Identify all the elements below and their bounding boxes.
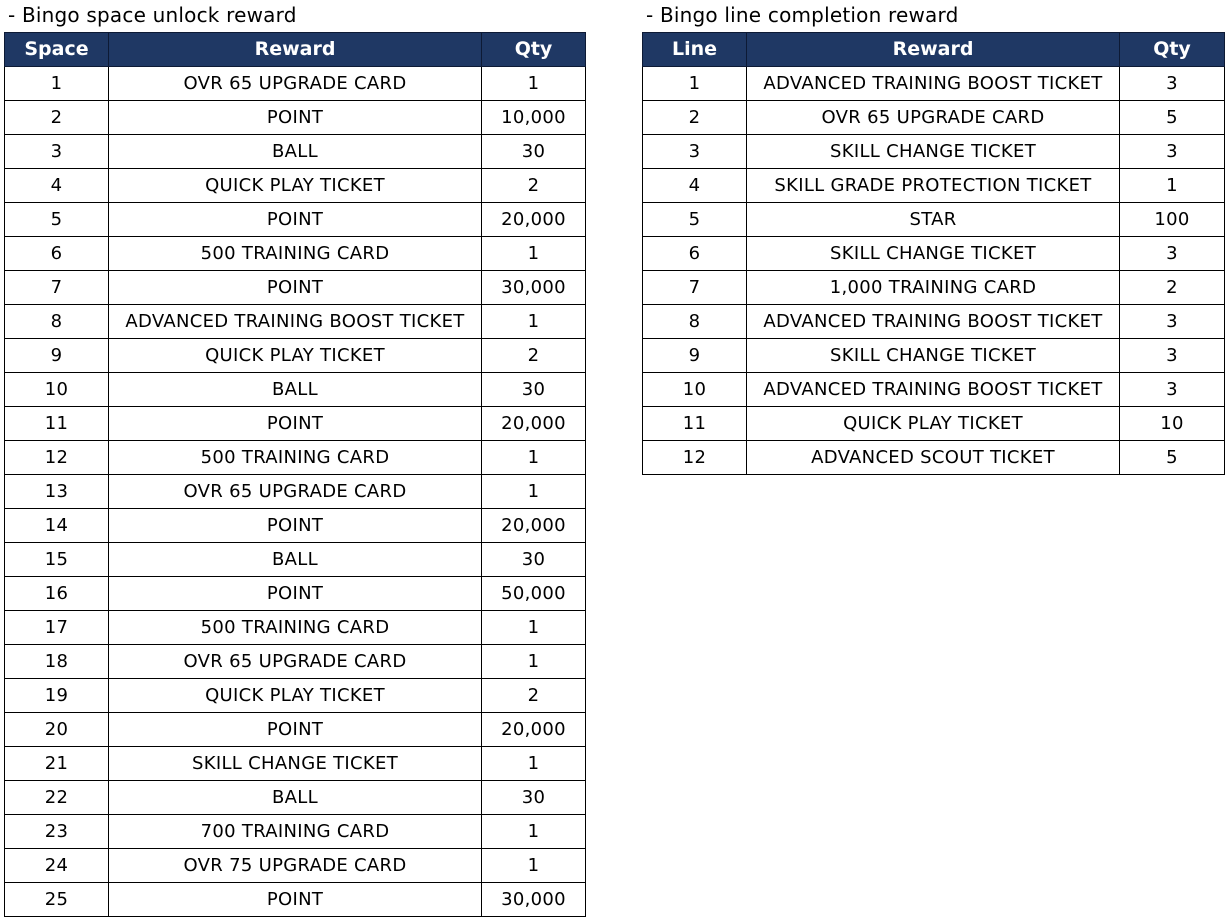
qty-cell: 30 — [482, 781, 586, 815]
qty-cell: 1 — [1120, 169, 1225, 203]
qty-cell: 10 — [1120, 407, 1225, 441]
space-table-body — [5, 67, 586, 917]
row-number-cell: 6 — [643, 237, 747, 271]
space-reward-title: - Bingo space unlock reward — [8, 3, 297, 27]
space-reward-row — [5, 169, 586, 203]
space-reward-row — [5, 849, 586, 883]
line-reward-row — [643, 101, 1225, 135]
reward-cell: ADVANCED SCOUT TICKET — [747, 441, 1120, 475]
reward-cell: 1,000 TRAINING CARD — [747, 271, 1120, 305]
space-reward-row — [5, 237, 586, 271]
space-reward-row — [5, 781, 586, 815]
qty-cell: 1 — [482, 305, 586, 339]
row-number-cell: 1 — [643, 67, 747, 101]
row-number-cell: 21 — [5, 747, 109, 781]
line-reward-row — [643, 67, 1225, 101]
line-reward-row — [643, 203, 1225, 237]
qty-cell: 1 — [482, 611, 586, 645]
reward-cell: QUICK PLAY TICKET — [747, 407, 1120, 441]
qty-cell: 3 — [1120, 373, 1225, 407]
row-number-cell: 2 — [643, 101, 747, 135]
qty-cell: 30 — [482, 373, 586, 407]
reward-cell: BALL — [109, 543, 482, 577]
line-reward-row — [643, 339, 1225, 373]
row-number-cell: 8 — [643, 305, 747, 339]
qty-cell: 30 — [482, 543, 586, 577]
reward-cell: 500 TRAINING CARD — [109, 611, 482, 645]
space-reward-row — [5, 577, 586, 611]
space-reward-row — [5, 203, 586, 237]
reward-cell: ADVANCED TRAINING BOOST TICKET — [747, 373, 1120, 407]
reward-cell: ADVANCED TRAINING BOOST TICKET — [747, 67, 1120, 101]
reward-cell: ADVANCED TRAINING BOOST TICKET — [747, 305, 1120, 339]
reward-column-header: Reward — [109, 33, 482, 67]
row-number-cell: 20 — [5, 713, 109, 747]
space-reward-row — [5, 305, 586, 339]
row-number-cell: 10 — [5, 373, 109, 407]
row-number-cell: 18 — [5, 645, 109, 679]
reward-cell: OVR 65 UPGRADE CARD — [109, 67, 482, 101]
row-number-cell: 7 — [643, 271, 747, 305]
reward-cell: 700 TRAINING CARD — [109, 815, 482, 849]
row-number-cell: 6 — [5, 237, 109, 271]
row-number-cell: 23 — [5, 815, 109, 849]
reward-cell: ADVANCED TRAINING BOOST TICKET — [109, 305, 482, 339]
reward-cell: SKILL CHANGE TICKET — [109, 747, 482, 781]
row-number-cell: 11 — [5, 407, 109, 441]
line-table-body — [643, 67, 1225, 475]
row-number-cell: 4 — [643, 169, 747, 203]
row-number-cell: 12 — [5, 441, 109, 475]
qty-cell: 20,000 — [482, 509, 586, 543]
space-reward-row — [5, 713, 586, 747]
row-number-cell: 22 — [5, 781, 109, 815]
qty-cell: 3 — [1120, 339, 1225, 373]
qty-cell: 1 — [482, 441, 586, 475]
space-reward-row — [5, 271, 586, 305]
reward-cell: POINT — [109, 883, 482, 917]
line-table-header-row — [643, 33, 1225, 67]
row-number-cell: 16 — [5, 577, 109, 611]
space-reward-row — [5, 883, 586, 917]
qty-cell: 5 — [1120, 101, 1225, 135]
qty-cell: 5 — [1120, 441, 1225, 475]
line-reward-row — [643, 237, 1225, 271]
line-reward-row — [643, 135, 1225, 169]
line-reward-row — [643, 169, 1225, 203]
qty-cell: 2 — [1120, 271, 1225, 305]
reward-cell: OVR 65 UPGRADE CARD — [109, 645, 482, 679]
reward-cell: QUICK PLAY TICKET — [109, 339, 482, 373]
qty-cell: 30,000 — [482, 883, 586, 917]
qty-cell: 3 — [1120, 237, 1225, 271]
qty-cell: 30,000 — [482, 271, 586, 305]
space-column-header: Space — [5, 33, 109, 67]
row-number-cell: 10 — [643, 373, 747, 407]
reward-cell: 500 TRAINING CARD — [109, 237, 482, 271]
line-reward-row — [643, 407, 1225, 441]
row-number-cell: 13 — [5, 475, 109, 509]
row-number-cell: 8 — [5, 305, 109, 339]
space-reward-row — [5, 815, 586, 849]
row-number-cell: 4 — [5, 169, 109, 203]
line-reward-row — [643, 373, 1225, 407]
row-number-cell: 7 — [5, 271, 109, 305]
space-reward-row — [5, 135, 586, 169]
space-reward-row — [5, 441, 586, 475]
qty-cell: 20,000 — [482, 713, 586, 747]
space-reward-row — [5, 67, 586, 101]
row-number-cell: 2 — [5, 101, 109, 135]
space-reward-row — [5, 679, 586, 713]
qty-column-header: Qty — [482, 33, 586, 67]
row-number-cell: 9 — [643, 339, 747, 373]
reward-cell: POINT — [109, 509, 482, 543]
line-reward-table — [642, 32, 1225, 475]
qty-cell: 1 — [482, 815, 586, 849]
space-reward-row — [5, 101, 586, 135]
qty-cell: 1 — [482, 67, 586, 101]
reward-cell: BALL — [109, 373, 482, 407]
line-reward-row — [643, 271, 1225, 305]
space-reward-row — [5, 509, 586, 543]
row-number-cell: 1 — [5, 67, 109, 101]
space-reward-row — [5, 747, 586, 781]
reward-cell: OVR 65 UPGRADE CARD — [109, 475, 482, 509]
qty-column-header: Qty — [1120, 33, 1225, 67]
reward-cell: OVR 75 UPGRADE CARD — [109, 849, 482, 883]
reward-cell: POINT — [109, 713, 482, 747]
qty-cell: 20,000 — [482, 407, 586, 441]
reward-cell: QUICK PLAY TICKET — [109, 679, 482, 713]
qty-cell: 2 — [482, 679, 586, 713]
qty-cell: 3 — [1120, 135, 1225, 169]
reward-cell: SKILL CHANGE TICKET — [747, 135, 1120, 169]
reward-cell: SKILL GRADE PROTECTION TICKET — [747, 169, 1120, 203]
space-reward-table — [4, 32, 586, 917]
qty-cell: 50,000 — [482, 577, 586, 611]
line-reward-title: - Bingo line completion reward — [646, 3, 959, 27]
qty-cell: 100 — [1120, 203, 1225, 237]
reward-cell: POINT — [109, 407, 482, 441]
row-number-cell: 3 — [5, 135, 109, 169]
row-number-cell: 12 — [643, 441, 747, 475]
qty-cell: 20,000 — [482, 203, 586, 237]
space-reward-row — [5, 611, 586, 645]
reward-cell: POINT — [109, 271, 482, 305]
qty-cell: 3 — [1120, 67, 1225, 101]
reward-cell: QUICK PLAY TICKET — [109, 169, 482, 203]
space-reward-row — [5, 475, 586, 509]
space-reward-row — [5, 645, 586, 679]
row-number-cell: 5 — [643, 203, 747, 237]
reward-cell: STAR — [747, 203, 1120, 237]
reward-cell: OVR 65 UPGRADE CARD — [747, 101, 1120, 135]
qty-cell: 1 — [482, 849, 586, 883]
qty-cell: 1 — [482, 237, 586, 271]
qty-cell: 1 — [482, 475, 586, 509]
qty-cell: 2 — [482, 169, 586, 203]
line-reward-row — [643, 305, 1225, 339]
space-reward-row — [5, 543, 586, 577]
reward-cell: POINT — [109, 101, 482, 135]
line-reward-row — [643, 441, 1225, 475]
reward-cell: SKILL CHANGE TICKET — [747, 237, 1120, 271]
row-number-cell: 24 — [5, 849, 109, 883]
row-number-cell: 19 — [5, 679, 109, 713]
reward-cell: SKILL CHANGE TICKET — [747, 339, 1120, 373]
reward-column-header: Reward — [747, 33, 1120, 67]
space-reward-row — [5, 407, 586, 441]
qty-cell: 1 — [482, 645, 586, 679]
space-reward-row — [5, 373, 586, 407]
reward-cell: POINT — [109, 577, 482, 611]
reward-cell: POINT — [109, 203, 482, 237]
row-number-cell: 14 — [5, 509, 109, 543]
row-number-cell: 17 — [5, 611, 109, 645]
line-column-header: Line — [643, 33, 747, 67]
row-number-cell: 5 — [5, 203, 109, 237]
space-table-header-row — [5, 33, 586, 67]
qty-cell: 3 — [1120, 305, 1225, 339]
qty-cell: 2 — [482, 339, 586, 373]
row-number-cell: 25 — [5, 883, 109, 917]
reward-cell: BALL — [109, 781, 482, 815]
row-number-cell: 9 — [5, 339, 109, 373]
row-number-cell: 3 — [643, 135, 747, 169]
qty-cell: 1 — [482, 747, 586, 781]
qty-cell: 30 — [482, 135, 586, 169]
space-reward-row — [5, 339, 586, 373]
row-number-cell: 15 — [5, 543, 109, 577]
row-number-cell: 11 — [643, 407, 747, 441]
qty-cell: 10,000 — [482, 101, 586, 135]
reward-cell: BALL — [109, 135, 482, 169]
reward-cell: 500 TRAINING CARD — [109, 441, 482, 475]
